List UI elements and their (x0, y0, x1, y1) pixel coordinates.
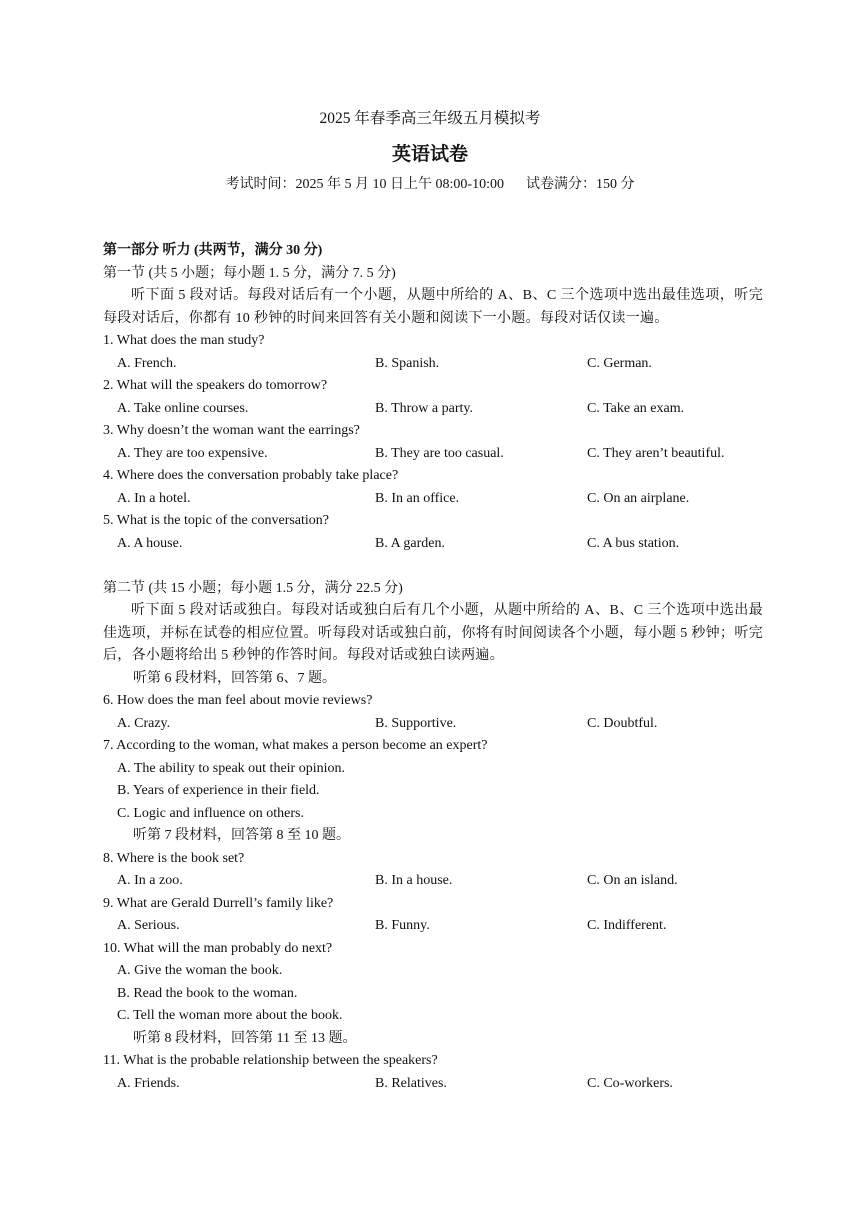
question-10: 10. What will the man probably do next? (103, 940, 333, 956)
question-9: 9. What are Gerald Durrell’s family like? (103, 895, 334, 911)
option-c: C. Take an exam. (587, 400, 685, 416)
question-11: 11. What is the probable relationship between the speakers? (103, 1053, 438, 1068)
options-11 (103, 1073, 763, 1096)
section2-heading: 第二节 (共 15 小题；每小题 1.5 分，满分 22.5 分) (103, 580, 403, 596)
section1-heading: 第一节 (共 5 小题；每小题 1. 5 分，满分 7. 5 分) (103, 265, 396, 281)
full-score: 试卷满分：150 分 (525, 177, 635, 192)
option-c: C. Tell the woman more about the book. (117, 1008, 343, 1023)
material-note-6: 听第 6 段材料，回答第 6、7 题。 (133, 670, 336, 686)
page-title: 英语试卷 (391, 144, 468, 165)
exam-info (0, 173, 860, 193)
options-3 (103, 443, 763, 466)
option-a: A. The ability to speak out their opinion. (117, 760, 345, 776)
question-3: 3. Why doesn’t the woman want the earrings? (103, 423, 360, 438)
option-c: C. Indifferent. (587, 918, 667, 933)
option-c: C. Co-workers. (587, 1075, 673, 1091)
question-4: 4. Where does the conversation probably take place? (103, 468, 399, 483)
part1-heading: 第一部分 听力 (共两节，满分 30 分) (103, 243, 323, 258)
option-a: A. Take online courses. (117, 400, 249, 416)
option-b: B. Funny. (375, 918, 430, 933)
options-6 (103, 713, 763, 736)
option-a: A. Friends. (117, 1075, 180, 1091)
option-c: C. Doubtful. (587, 715, 658, 731)
option-b: B. Read the book to the woman. (117, 985, 298, 1001)
options-9 (103, 915, 763, 938)
question-2: 2. What will the speakers do tomorrow? (103, 378, 328, 393)
option-b: B. Years of experience in their field. (117, 783, 320, 798)
option-a: A. They are too expensive. (117, 445, 268, 461)
question-7: 7. According to the woman, what makes a person become an expert? (103, 738, 488, 753)
options-1 (103, 353, 763, 376)
option-b: B. Throw a party. (375, 400, 473, 416)
option-b: B. A garden. (375, 535, 445, 551)
option-b: B. They are too casual. (375, 445, 504, 461)
options-2 (103, 398, 763, 421)
option-a: A. Crazy. (117, 715, 171, 731)
option-b: B. Relatives. (375, 1075, 447, 1091)
options-5 (103, 533, 763, 556)
section1-instructions: 听下面 5 段对话。每段对话后有一个小题，从题中所给的 A、B、C 三个选项中选出最佳选项，听完每段对话后，你都有 10 秒钟的时间来回答有关小题和阅读下一小题。每段对话仅读一遍。 (103, 288, 763, 326)
material-note-7: 听第 7 段材料，回答第 8 至 10 题。 (133, 828, 350, 843)
option-b: B. In an office. (375, 490, 460, 506)
option-a: A. Serious. (117, 918, 180, 933)
options-8 (103, 870, 763, 893)
exam-time: 考试时间：2025 年 5 月 10 日上午 08:00-10:00 (225, 177, 504, 192)
question-1: 1. What does the man study? (103, 333, 265, 348)
option-a: A. In a zoo. (117, 873, 183, 888)
options-4 (103, 488, 763, 511)
option-a: A. A house. (117, 535, 183, 551)
option-a: A. French. (117, 355, 177, 371)
option-a: A. In a hotel. (117, 490, 191, 506)
option-c: C. On an airplane. (587, 490, 690, 506)
section2-instructions: 听下面 5 段对话或独白。每段对话或独白后有几个小题，从题中所给的 A、B、C 三个选项中选出最佳选项，并标在试卷的相应位置。听每段对话或独白前，你将有时间阅读各个小题，每小题 5 秒钟；听完后，各小题将给出 5 秒钟的作答时间。每段对话或独白读两遍。 (103, 603, 763, 663)
option-c: C. German. (587, 355, 652, 371)
option-b: B. In a house. (375, 873, 453, 888)
material-note-8: 听第 8 段材料，回答第 11 至 13 题。 (133, 1030, 357, 1046)
option-c: C. A bus station. (587, 535, 680, 551)
section-gap (103, 555, 763, 578)
option-b: B. Supportive. (375, 715, 457, 731)
option-a: A. Give the woman the book. (117, 963, 283, 978)
question-5: 5. What is the topic of the conversation? (103, 513, 330, 528)
option-c: C. They aren’t beautiful. (587, 445, 725, 461)
question-8: 8. Where is the book set? (103, 850, 245, 866)
option-b: B. Spanish. (375, 355, 440, 371)
option-c: C. Logic and influence on others. (117, 805, 305, 821)
exam-name: 2025 年春季高三年级五月模拟考 (319, 110, 541, 127)
option-c: C. On an island. (587, 873, 678, 888)
exam-body (103, 240, 763, 1095)
question-6: 6. How does the man feel about movie reviews? (103, 693, 373, 708)
